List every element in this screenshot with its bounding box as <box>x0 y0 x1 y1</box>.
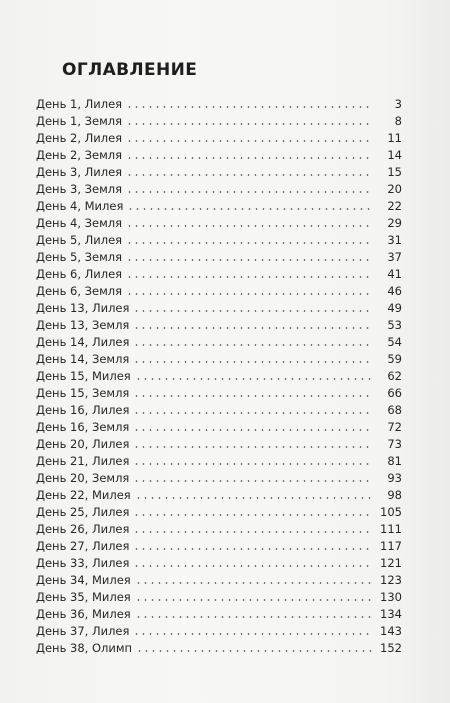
toc-entry <box>36 419 402 436</box>
toc-entry-label: День 38, Олимп <box>36 641 133 655</box>
toc-entry <box>36 640 402 657</box>
toc-entry <box>36 623 402 640</box>
dot-leader <box>133 513 372 517</box>
toc-entry-page-number: 98 <box>387 488 402 502</box>
toc-entry-label: День 16, Земля <box>36 420 130 434</box>
toc-entry-page-number: 59 <box>387 352 402 366</box>
toc-entry-label: День 15, Земля <box>36 386 130 400</box>
toc-entry-label: День 4, Земля <box>36 216 123 230</box>
dot-leader <box>135 496 372 500</box>
dot-leader <box>126 156 372 160</box>
toc-entry <box>36 385 402 402</box>
dot-leader <box>126 292 372 296</box>
toc-entry <box>36 215 402 232</box>
toc-entry <box>36 334 402 351</box>
toc-entry-label: День 4, Милея <box>36 199 124 213</box>
toc-entry <box>36 198 402 215</box>
toc-entry-page-number: 3 <box>394 97 402 111</box>
toc-entry <box>36 147 402 164</box>
toc-entry-page-number: 37 <box>387 250 402 264</box>
toc-entry-label: День 3, Земля <box>36 182 123 196</box>
toc-entry-label: День 34, Милея <box>36 573 131 587</box>
toc-entry <box>36 300 402 317</box>
toc-entry-page-number: 93 <box>387 471 402 485</box>
toc-entry-label: День 13, Лилея <box>36 301 130 315</box>
dot-leader <box>133 326 372 330</box>
toc-entry <box>36 402 402 419</box>
toc-entry <box>36 470 402 487</box>
toc-entry-page-number: 73 <box>387 437 402 451</box>
toc-entry-label: День 6, Лилея <box>36 267 123 281</box>
dot-leader <box>133 360 372 364</box>
toc-entry-label: День 6, Земля <box>36 284 123 298</box>
toc-entry-page-number: 134 <box>380 607 402 621</box>
toc-entry <box>36 130 402 147</box>
dot-leader <box>133 445 372 449</box>
toc-entry-page-number: 14 <box>387 148 402 162</box>
dot-leader <box>135 581 372 585</box>
toc-entry <box>36 249 402 266</box>
dot-leader <box>135 615 372 619</box>
dot-leader <box>126 122 372 126</box>
toc-entry <box>36 232 402 249</box>
toc-entry <box>36 521 402 538</box>
dot-leader <box>133 632 372 636</box>
toc-entry-page-number: 31 <box>387 233 402 247</box>
dot-leader <box>126 105 372 109</box>
dot-leader <box>126 173 372 177</box>
toc-entry-label: День 16, Лилея <box>36 403 130 417</box>
toc-entry-page-number: 54 <box>387 335 402 349</box>
toc-entry-page-number: 105 <box>380 505 402 519</box>
toc-entry <box>36 368 402 385</box>
toc-entry-label: День 33, Лилея <box>36 556 130 570</box>
toc-entry <box>36 453 402 470</box>
toc-entry-page-number: 46 <box>387 284 402 298</box>
dot-leader <box>135 377 372 381</box>
toc-entry-label: День 5, Лилея <box>36 233 123 247</box>
dot-leader <box>126 241 372 245</box>
toc-entry-page-number: 68 <box>387 403 402 417</box>
toc-entry <box>36 555 402 572</box>
toc-entry-page-number: 130 <box>380 590 402 604</box>
toc-entry-page-number: 41 <box>387 267 402 281</box>
toc-entry-label: День 3, Лилея <box>36 165 123 179</box>
toc-entry-label: День 1, Земля <box>36 114 123 128</box>
toc-entry-label: День 36, Милея <box>36 607 131 621</box>
toc-entry-label: День 14, Лилея <box>36 335 130 349</box>
toc-entry-label: День 35, Милея <box>36 590 131 604</box>
toc-entry-page-number: 49 <box>387 301 402 315</box>
dot-leader <box>126 139 372 143</box>
dot-leader <box>133 411 372 415</box>
toc-entry-page-number: 117 <box>380 539 402 553</box>
dot-leader <box>126 224 372 228</box>
toc-entry <box>36 572 402 589</box>
toc-entry-page-number: 72 <box>387 420 402 434</box>
toc-entry <box>36 96 402 113</box>
dot-leader <box>133 462 372 466</box>
toc-entry-label: День 15, Милея <box>36 369 131 383</box>
toc-entry-label: День 25, Лилея <box>36 505 130 519</box>
toc-entry <box>36 436 402 453</box>
dot-leader <box>133 530 372 534</box>
toc-entry-page-number: 20 <box>387 182 402 196</box>
toc-entry <box>36 164 402 181</box>
toc-entry <box>36 538 402 555</box>
dot-leader <box>133 394 372 398</box>
toc-entry-label: День 37, Лилея <box>36 624 130 638</box>
dot-leader <box>126 258 372 262</box>
toc-entry-label: День 22, Милея <box>36 488 131 502</box>
toc-entry-label: День 13, Земля <box>36 318 130 332</box>
toc-entry-page-number: 29 <box>387 216 402 230</box>
toc-entry-page-number: 62 <box>387 369 402 383</box>
toc-entry-label: День 26, Лилея <box>36 522 130 536</box>
toc-entry-label: День 5, Земля <box>36 250 123 264</box>
toc-entry-page-number: 121 <box>380 556 402 570</box>
toc-entry <box>36 113 402 130</box>
toc-entry-label: День 1, Лилея <box>36 97 123 111</box>
dot-leader <box>135 598 372 602</box>
toc-entry-page-number: 11 <box>387 131 402 145</box>
toc-entry <box>36 589 402 606</box>
toc-entry-page-number: 123 <box>380 573 402 587</box>
toc-entry <box>36 487 402 504</box>
toc-entry-label: День 20, Лилея <box>36 437 130 451</box>
toc-entry-label: День 20, Земля <box>36 471 130 485</box>
toc-entry-label: День 21, Лилея <box>36 454 130 468</box>
dot-leader <box>136 649 372 653</box>
toc-list <box>36 96 402 657</box>
toc-entry <box>36 351 402 368</box>
dot-leader <box>133 547 372 551</box>
dot-leader <box>133 428 372 432</box>
toc-entry-page-number: 143 <box>380 624 402 638</box>
toc-entry-label: День 2, Лилея <box>36 131 123 145</box>
toc-entry <box>36 504 402 521</box>
toc-entry-label: День 14, Земля <box>36 352 130 366</box>
toc-entry-page-number: 22 <box>387 199 402 213</box>
toc-entry-page-number: 81 <box>387 454 402 468</box>
dot-leader <box>133 564 372 568</box>
dot-leader <box>133 343 372 347</box>
toc-entry-page-number: 53 <box>387 318 402 332</box>
toc-entry <box>36 266 402 283</box>
toc-entry <box>36 606 402 623</box>
dot-leader <box>133 309 372 313</box>
toc-entry-page-number: 8 <box>394 114 402 128</box>
toc-entry-page-number: 15 <box>387 165 402 179</box>
toc-entry-page-number: 66 <box>387 386 402 400</box>
toc-entry-page-number: 111 <box>380 522 402 536</box>
dot-leader <box>127 207 372 211</box>
toc-entry <box>36 181 402 198</box>
dot-leader <box>126 190 372 194</box>
toc-entry-label: День 27, Лилея <box>36 539 130 553</box>
dot-leader <box>133 479 372 483</box>
toc-entry-label: День 2, Земля <box>36 148 123 162</box>
toc-entry <box>36 283 402 300</box>
toc-entry-page-number: 152 <box>380 641 402 655</box>
toc-title: ОГЛАВЛЕНИЕ <box>62 60 198 80</box>
toc-entry <box>36 317 402 334</box>
dot-leader <box>126 275 372 279</box>
